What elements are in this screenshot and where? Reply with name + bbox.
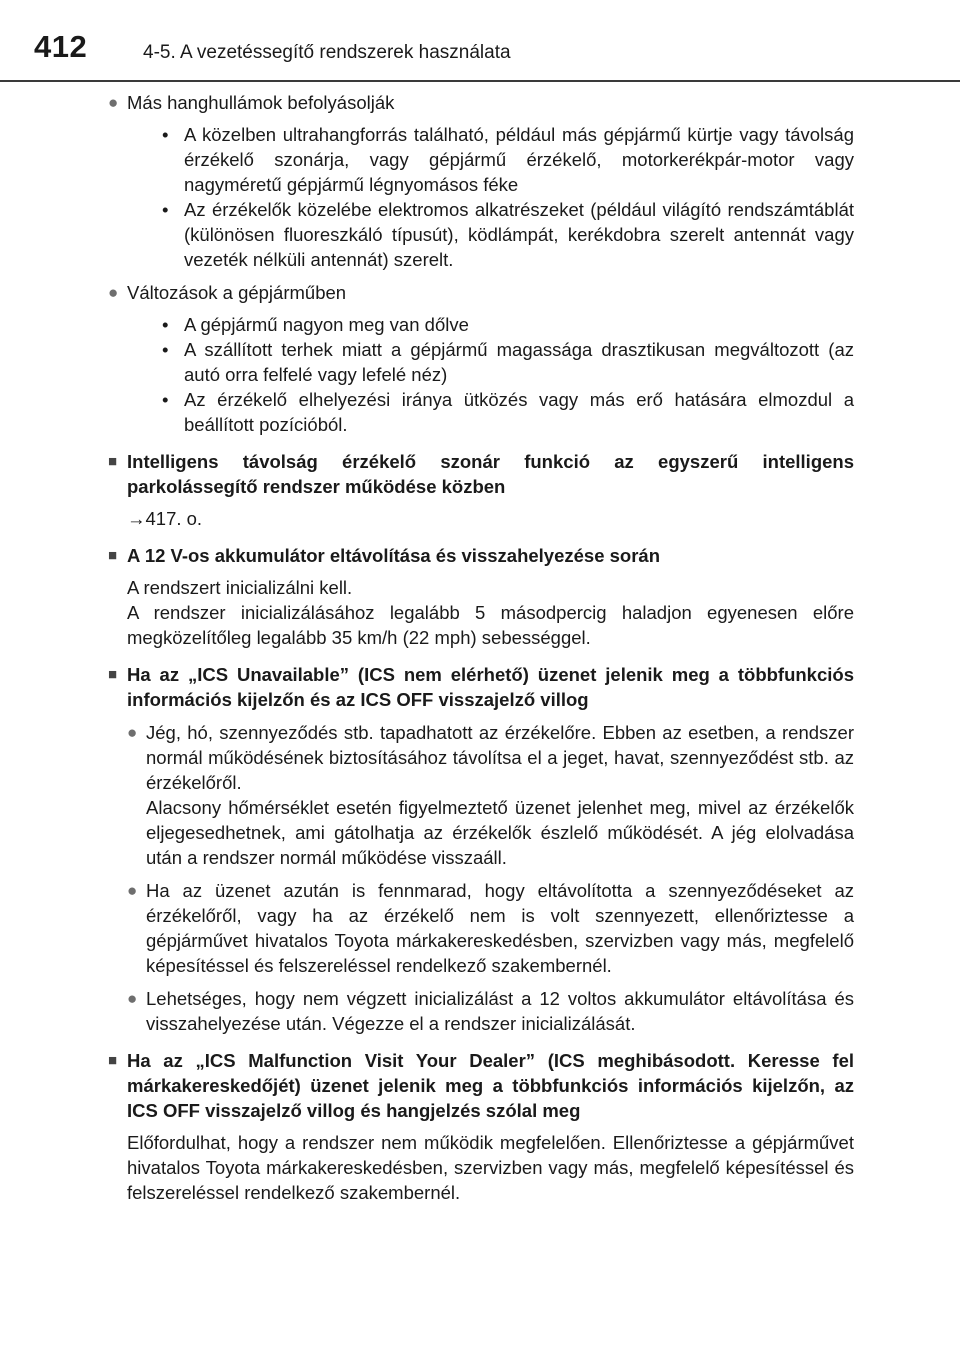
list-item: • A szállított terhek miatt a gépjármű magassága drasztikusan megváltozott (az autó orra felfelé vagy lefelé néz): [162, 339, 854, 385]
dot-bullet-icon: ●: [108, 93, 119, 112]
section-ics-unavailable: [108, 662, 854, 1036]
bullet-icon: •: [162, 339, 169, 360]
square-bullet-icon: ■: [108, 1052, 118, 1069]
square-bullet-icon: ■: [108, 666, 118, 683]
paragraph: Lehetséges, hogy nem végzett inicializálást a 12 voltos akkumulátor eltávolítása és visszahelyezése után. Végezze el a rendszer inicializálását.: [146, 988, 854, 1034]
section-battery-removal: [108, 543, 854, 650]
bullet-icon: •: [162, 389, 169, 410]
square-bullet-icon: ■: [108, 547, 118, 564]
dot-item-vehicle-changes: [108, 280, 854, 437]
list-item: • A gépjármű nagyon meg van dőlve: [162, 314, 469, 335]
section-title: 4-5. A vezetéssegítő rendszerek használata: [143, 42, 511, 63]
dot-bullet-icon: ●: [127, 989, 138, 1008]
bullet-list: [127, 312, 854, 437]
dot-item-title: Változások a gépjárműben: [127, 282, 347, 303]
paragraph: Ha az üzenet azután is fennmarad, hogy eltávolította a szennyeződéseket az érzékelőről, vagy ha az érzékelő nem is volt szennyezett, ellenőriztesse a gépjárművet hivatalos Toyota márkakereskedésben, szervizben vagy más, megfelelő képesítéssel és felszereléssel rendelkező szakembernél.: [146, 880, 854, 976]
section-heading: Intelligens távolság érzékelő szonár funkció az egyszerű intelligens parkolássegítő rendszer működése közben: [127, 451, 854, 497]
bullet-icon: •: [162, 314, 169, 335]
page-header: [0, 0, 960, 82]
bullet-icon: •: [162, 124, 169, 145]
list-item: • Az érzékelők közelébe elektromos alkatrészeket (például világító rendszámtáblát (különösen fluoreszkáló típusút), ködlámpát, kerékdobra szerelt antennát vagy vezeték nélküli antennát) szerelt.: [162, 199, 854, 270]
dot-item-no-initialization: [127, 986, 854, 1036]
dot-item-ice-snow: [127, 720, 854, 870]
section-ics-malfunction: [108, 1048, 854, 1205]
section-intelligent-parking: [108, 449, 854, 531]
paragraph: A rendszert inicializálni kell.: [127, 577, 353, 598]
list-item: • A közelben ultrahangforrás található, például más gépjármű kürtje vagy távolság érzékelő szonárja, vagy gépjármű érzékelő, motorkerékpár-motor vagy nagyméretű gépjármű légnyomásos féke: [162, 124, 854, 195]
section-text: [127, 575, 854, 650]
square-bullet-icon: ■: [108, 453, 118, 470]
bullet-icon: •: [162, 199, 169, 220]
section-heading: Ha az „ICS Unavailable” (ICS nem elérhető) üzenet jelenik meg a többfunkciós információs kijelzőn és az ICS OFF visszajelző villog: [127, 664, 854, 710]
section-heading: A 12 V-os akkumulátor eltávolítása és visszahelyezése során: [127, 545, 661, 566]
dot-bullet-icon: ●: [127, 881, 138, 900]
section-heading: Ha az „ICS Malfunction Visit Your Dealer” (ICS meghibásodott. Keresse fel márkakereskedőjét) üzenet jelenik meg a többfunkciós információs kijelzőn, az ICS OFF visszajelző villog és hangjelzés szólal meg: [127, 1050, 854, 1121]
list-item: • Az érzékelő elhelyezési iránya ütközés vagy más erő hatására elmozdul a beállított pozícióból.: [162, 389, 854, 435]
paragraph: A rendszer inicializálásához legalább 5 másodpercig haladjon egyenesen előre megközelítőleg legalább 35 km/h (22 mph) sebességgel.: [127, 602, 854, 648]
dot-item-title: Más hanghullámok befolyásolják: [127, 92, 395, 113]
page-number: 412: [34, 29, 88, 64]
page-reference-link[interactable]: →417. o.: [127, 508, 203, 529]
page-content: [108, 88, 854, 1205]
section-text: Előfordulhat, hogy a rendszer nem működik megfelelően. Ellenőriztesse a gépjárművet hivatalos Toyota márkakereskedésben, szervizben vagy más, megfelelő képesítéssel és felszereléssel rendelkező szakembernél.: [127, 1132, 854, 1203]
bullet-list: [127, 122, 854, 272]
dot-item-other-sound-waves: [108, 90, 854, 272]
paragraph: Alacsony hőmérséklet esetén figyelmeztető üzenet jelenhet meg, mivel az érzékelők eljegesedhetnek, ami gátolhatja az érzékelők észlelő működését. A jég elolvadása után a rendszer normál működése visszaáll.: [146, 797, 854, 868]
dot-bullet-icon: ●: [108, 283, 119, 302]
paragraph: Jég, hó, szennyeződés stb. tapadhatott az érzékelőre. Ebben az esetben, a rendszer normál működésének biztosításához távolítsa el a jeget, havat, szennyeződést stb. az érzékelőről.: [146, 722, 854, 793]
dot-item-message-persists: [127, 878, 854, 978]
dot-bullet-icon: ●: [127, 723, 138, 742]
